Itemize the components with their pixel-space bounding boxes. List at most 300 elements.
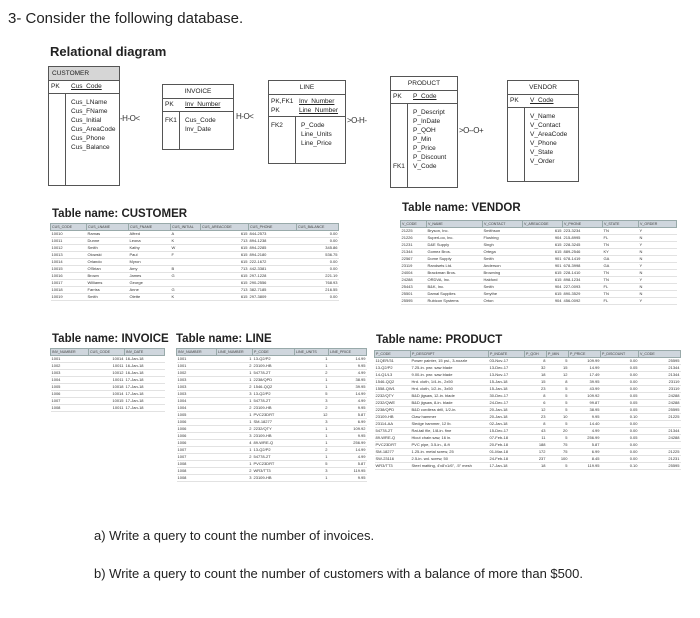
- table-cell: Smythe: [483, 291, 523, 298]
- table-cell: 904: [523, 235, 563, 242]
- table-cell: 5.87: [329, 461, 367, 468]
- table-cell: 43.99: [569, 386, 601, 393]
- column-header: CUS_AREACODE: [201, 224, 249, 231]
- vendor-table-label: Table name: VENDOR: [402, 202, 521, 214]
- table-cell: 615: [201, 280, 249, 287]
- table-cell: 25595: [401, 298, 427, 305]
- key-column-divider: [524, 108, 525, 181]
- table-cell: 0.05: [601, 407, 639, 414]
- fk-label: FK1: [165, 117, 177, 124]
- table-row: [177, 370, 367, 377]
- table-cell: 256.99: [329, 440, 367, 447]
- attr: P_QOH: [413, 127, 436, 134]
- table-cell: 24004: [401, 270, 427, 277]
- attr: Cus_Code: [185, 117, 216, 124]
- table-cell: 0.05: [601, 400, 639, 407]
- table-cell: 5: [547, 435, 569, 442]
- table-cell: Farriss: [87, 287, 129, 294]
- table-cell: 6.99: [329, 419, 367, 426]
- table-cell: Anderson: [483, 263, 523, 270]
- attr: P_Code: [301, 122, 325, 129]
- table-cell: 256.99: [569, 435, 601, 442]
- rel-invoice-line: H-O<: [236, 112, 254, 121]
- table-cell: 10015: [89, 398, 125, 405]
- rel-line-product: >O-H-: [347, 116, 367, 125]
- table-cell: 2: [217, 468, 253, 475]
- table-cell: 22567: [401, 256, 427, 263]
- table-cell: 713: [201, 266, 249, 273]
- table-row: [177, 363, 367, 370]
- attr: V_Name: [530, 113, 556, 120]
- attr-list: [71, 98, 115, 152]
- table-cell: 5: [547, 393, 569, 400]
- table-cell: 5.87: [569, 442, 601, 449]
- erd-invoice-title: INVOICE: [163, 85, 233, 99]
- table-cell: 10017: [51, 280, 87, 287]
- table-cell: 119.95: [329, 468, 367, 475]
- table-cell: 0.00: [601, 386, 639, 393]
- table-cell: 10012: [51, 245, 87, 252]
- table-cell: 0.00: [601, 379, 639, 386]
- table-cell: 17-Jan-18: [125, 398, 165, 405]
- table-cell: 3: [217, 433, 253, 440]
- table-cell: 1: [295, 475, 329, 482]
- table-row: [177, 475, 367, 482]
- table-cell: GA: [603, 263, 639, 270]
- pk-label: PK: [510, 97, 519, 104]
- table-cell: 345.86: [297, 245, 339, 252]
- table-row: [401, 228, 677, 235]
- table-cell: SuperLoo, Inc.: [427, 235, 483, 242]
- table-cell: 1: [295, 356, 329, 363]
- table-row: [401, 284, 677, 291]
- table-cell: 0.00: [297, 231, 339, 238]
- table-cell: 382-7185: [249, 287, 297, 294]
- table-cell: FL: [603, 298, 639, 305]
- table-cell: 1546-QQ2: [253, 384, 295, 391]
- table-cell: 2: [217, 454, 253, 461]
- table-cell: 898-1234: [563, 277, 603, 284]
- table-cell: 43: [525, 428, 547, 435]
- table-cell: [639, 442, 681, 449]
- table-cell: 38.95: [569, 407, 601, 414]
- table-cell: 5: [547, 421, 569, 428]
- column-header: CUS_CODE: [89, 349, 125, 356]
- attr: Cus_Phone: [71, 135, 105, 142]
- table-cell: 10014: [89, 356, 125, 363]
- table-cell: 615: [523, 249, 563, 256]
- table-cell: Orton: [483, 298, 523, 305]
- table-cell: 894-2285: [249, 245, 297, 252]
- table-cell: 890-3529: [563, 291, 603, 298]
- table-cell: 1006: [177, 440, 217, 447]
- erd-product-pk-row: [391, 91, 457, 104]
- table-cell: 0.10: [601, 414, 639, 421]
- table-cell: 615: [523, 228, 563, 235]
- table-cell: WR3/TT3: [253, 468, 295, 475]
- table-cell: 0.00: [601, 449, 639, 456]
- table-cell: 1006: [177, 419, 217, 426]
- table-cell: 38.95: [329, 377, 367, 384]
- table-cell: 2: [217, 363, 253, 370]
- attr: P_Descript: [413, 109, 445, 116]
- table-cell: 21225: [639, 449, 681, 456]
- table-cell: 54778-2T: [253, 454, 295, 461]
- table-cell: Leona: [129, 238, 171, 245]
- table-cell: 1: [217, 419, 253, 426]
- table-cell: 221.19: [297, 273, 339, 280]
- table-cell: 1007: [51, 398, 89, 405]
- column-header: CUS_PHONE: [249, 224, 297, 231]
- table-cell: 889-2546: [563, 249, 603, 256]
- table-cell: 1001: [177, 356, 217, 363]
- table-cell: 25501: [401, 291, 427, 298]
- table-cell: 9.95: [329, 475, 367, 482]
- table-row: [375, 463, 681, 470]
- table-cell: SM-18277: [375, 449, 411, 456]
- table-cell: 1: [217, 447, 253, 454]
- table-cell: 24-Feb-18: [489, 456, 525, 463]
- table-cell: 1: [295, 433, 329, 440]
- table-cell: Y: [639, 263, 677, 270]
- attr: V_Order: [530, 158, 555, 165]
- table-cell: Olowski: [87, 252, 129, 259]
- table-cell: 297-1228: [249, 273, 297, 280]
- table-cell: N: [639, 270, 677, 277]
- table-cell: TN: [603, 228, 639, 235]
- table-cell: 2: [217, 405, 253, 412]
- table-cell: 75: [547, 442, 569, 449]
- table-cell: 0.05: [601, 435, 639, 442]
- table-cell: 1001: [177, 363, 217, 370]
- table-cell: 16-Jan-18: [125, 363, 165, 370]
- table-cell: WR3/TT3: [375, 463, 411, 470]
- attr: P_Min: [413, 136, 432, 143]
- table-cell: 0.00: [297, 238, 339, 245]
- pk-label: PK: [271, 107, 280, 114]
- erd-line-entity: [268, 80, 346, 164]
- table-cell: TN: [603, 291, 639, 298]
- attr: V_Phone: [530, 140, 557, 147]
- table-cell: 1: [217, 377, 253, 384]
- table-cell: 1001: [51, 356, 89, 363]
- table-cell: 10: [547, 414, 569, 421]
- table-cell: 1004: [51, 377, 89, 384]
- erd-line-attrs: [269, 117, 345, 163]
- table-cell: 15: [547, 365, 569, 372]
- table-cell: 1003: [51, 370, 89, 377]
- table-cell: Claw hammer: [411, 414, 489, 421]
- table-cell: 89-WRE-Q: [375, 435, 411, 442]
- table-cell: 23109-HB: [253, 405, 295, 412]
- table-cell: 24288: [639, 400, 681, 407]
- table-cell: A: [171, 231, 201, 238]
- table-cell: 2.5-in. wd. screw, 50: [411, 456, 489, 463]
- table-cell: 615: [201, 231, 249, 238]
- table-cell: 6.99: [569, 449, 601, 456]
- question-title: 3- Consider the following database.: [8, 10, 244, 27]
- table-cell: 5: [547, 463, 569, 470]
- table-cell: FL: [603, 284, 639, 291]
- column-header: V_PHONE: [563, 221, 603, 228]
- table-cell: 2238/QPD: [253, 377, 295, 384]
- table-row: [51, 405, 165, 412]
- attr: P_Price: [413, 145, 436, 152]
- table-cell: Olette: [129, 294, 171, 301]
- table-cell: 24288: [639, 393, 681, 400]
- key-column-divider: [295, 117, 296, 163]
- attr: P_Discount: [413, 154, 447, 161]
- table-cell: 442-3381: [249, 266, 297, 273]
- table-cell: 13-Q2/P2: [375, 365, 411, 372]
- table-cell: 2232/QTY: [375, 393, 411, 400]
- table-cell: Damal Supplies: [427, 291, 483, 298]
- table-cell: B&D jigsaw, 8-in. blade: [411, 400, 489, 407]
- table-row: [177, 440, 367, 447]
- table-cell: 1006: [177, 433, 217, 440]
- table-cell: Smith: [483, 284, 523, 291]
- table-row: [375, 365, 681, 372]
- table-row: [401, 242, 677, 249]
- header-row: [375, 351, 681, 358]
- table-row: [51, 245, 339, 252]
- question-b: b) Write a query to count the number of customers with a balance of more than $500.: [94, 566, 583, 581]
- key-column-divider: [407, 104, 408, 187]
- table-cell: B: [171, 266, 201, 273]
- pk-fields: [299, 97, 338, 115]
- table-cell: 10018: [51, 287, 87, 294]
- table-row: [177, 412, 367, 419]
- table-cell: 21344: [639, 372, 681, 379]
- table-cell: 0.05: [601, 365, 639, 372]
- pk-label: PK: [51, 83, 60, 90]
- table-cell: Hrd. cloth, 1/2-in., 3x50: [411, 386, 489, 393]
- table-cell: 21225: [639, 414, 681, 421]
- key-column-divider: [179, 112, 180, 149]
- table-cell: 4.99: [329, 370, 367, 377]
- table-cell: 904: [523, 284, 563, 291]
- table-cell: 1: [217, 370, 253, 377]
- table-cell: 237: [525, 456, 547, 463]
- table-cell: 4.99: [329, 454, 367, 461]
- table-row: [375, 421, 681, 428]
- attr: Inv_Date: [185, 126, 212, 133]
- table-cell: 894-1238: [249, 238, 297, 245]
- table-cell: Steel matting, 4'x8'x1/6", .5" mesh: [411, 463, 489, 470]
- table-cell: 11QER/31: [375, 358, 411, 365]
- invoice-table-label: Table name: INVOICE: [52, 333, 169, 345]
- table-cell: ORDVA, Inc.: [427, 277, 483, 284]
- erd-line-pk-row: [269, 95, 345, 117]
- table-cell: 109.92: [569, 393, 601, 400]
- table-cell: 1: [295, 454, 329, 461]
- table-cell: 3: [217, 475, 253, 482]
- column-header: P_CODE: [253, 349, 295, 356]
- table-row: [375, 379, 681, 386]
- table-cell: 1003: [177, 377, 217, 384]
- table-cell: 1546-QQ2: [375, 379, 411, 386]
- table-cell: 21344: [639, 365, 681, 372]
- table-cell: [171, 259, 201, 266]
- table-cell: 10018: [89, 384, 125, 391]
- column-header: LINE_UNITS: [295, 349, 329, 356]
- column-header: V_NAME: [427, 221, 483, 228]
- column-header: INV_DATE: [125, 349, 165, 356]
- table-cell: 2: [295, 405, 329, 412]
- table-cell: TN: [603, 277, 639, 284]
- table-cell: 1004: [177, 405, 217, 412]
- table-cell: 3: [295, 419, 329, 426]
- table-cell: Myron: [129, 259, 171, 266]
- table-cell: 5: [295, 391, 329, 398]
- table-cell: 2: [217, 384, 253, 391]
- column-header: CUS_BALANCE: [297, 224, 339, 231]
- table-cell: 615: [523, 270, 563, 277]
- table-cell: 03-Nov-17: [489, 358, 525, 365]
- column-header: LINE_NUMBER: [217, 349, 253, 356]
- table-cell: 07-Feb-18: [489, 435, 525, 442]
- table-cell: D&E Supply: [427, 242, 483, 249]
- table-cell: 14.40: [569, 421, 601, 428]
- table-cell: Brackman Bros.: [427, 270, 483, 277]
- table-row: [177, 384, 367, 391]
- table-cell: TN: [603, 270, 639, 277]
- column-header: CUS_FNAME: [129, 224, 171, 231]
- column-header: P_MIN: [547, 351, 569, 358]
- table-cell: 216.55: [297, 287, 339, 294]
- table-cell: 16-Jan-18: [125, 356, 165, 363]
- column-header: P_INDATE: [489, 351, 525, 358]
- table-cell: 23: [525, 414, 547, 421]
- table-cell: 14.99: [329, 356, 367, 363]
- table-cell: N: [639, 235, 677, 242]
- table-cell: N: [639, 291, 677, 298]
- column-header: P_DISCOUNT: [601, 351, 639, 358]
- pk-field: Inv_Number: [185, 101, 221, 108]
- table-cell: B&D cordless drill, 1/2-in.: [411, 407, 489, 414]
- table-cell: Power painter, 15 psi., 3-nozzle: [411, 358, 489, 365]
- table-cell: 894-2180: [249, 252, 297, 259]
- table-cell: 615: [201, 252, 249, 259]
- table-row: [375, 400, 681, 407]
- table-row: [51, 287, 339, 294]
- table-cell: GA: [603, 256, 639, 263]
- key-column-divider: [65, 94, 66, 185]
- table-row: [51, 259, 339, 266]
- column-header: CUS_LNAME: [87, 224, 129, 231]
- table-cell: 615: [201, 273, 249, 280]
- table-cell: F: [171, 252, 201, 259]
- table-cell: Orlando: [87, 259, 129, 266]
- customer-table-label: Table name: CUSTOMER: [52, 208, 188, 220]
- table-cell: 1: [217, 412, 253, 419]
- table-cell: 10016: [51, 273, 87, 280]
- table-row: [177, 405, 367, 412]
- table-cell: Williams: [87, 280, 129, 287]
- table-cell: 0.00: [601, 358, 639, 365]
- table-cell: 13-Dec-17: [489, 365, 525, 372]
- table-cell: 10011: [89, 405, 125, 412]
- table-cell: Brown: [87, 273, 129, 280]
- attr-list: [301, 121, 332, 148]
- rel-product-vendor: >O--O+: [459, 126, 484, 135]
- table-cell: 8: [547, 379, 569, 386]
- table-cell: 188: [525, 442, 547, 449]
- table-row: [51, 266, 339, 273]
- table-cell: 0.00: [601, 421, 639, 428]
- table-row: [51, 280, 339, 287]
- table-cell: 713: [201, 287, 249, 294]
- table-row: [375, 414, 681, 421]
- table-cell: KY: [603, 249, 639, 256]
- table-cell: 54778-2T: [375, 428, 411, 435]
- table-row: [51, 238, 339, 245]
- header-row: [51, 224, 339, 231]
- line-table: [176, 348, 367, 482]
- table-cell: 713: [201, 238, 249, 245]
- table-cell: 615: [201, 259, 249, 266]
- table-cell: Smithson: [483, 228, 523, 235]
- header-row: [401, 221, 677, 228]
- table-row: [401, 235, 677, 242]
- table-cell: 25443: [401, 284, 427, 291]
- attr-list: [185, 116, 216, 134]
- table-cell: G: [171, 287, 201, 294]
- column-header: V_ORDER: [639, 221, 677, 228]
- table-cell: 24-Dec-17: [489, 400, 525, 407]
- table-cell: 9.95: [329, 405, 367, 412]
- pk-field: V_Code: [530, 97, 554, 104]
- table-cell: Dome Supply: [427, 256, 483, 263]
- table-cell: 32: [525, 365, 547, 372]
- table-cell: 901: [523, 263, 563, 270]
- table-cell: 1008: [177, 461, 217, 468]
- table-cell: 4: [217, 440, 253, 447]
- table-cell: Bryson, Inc.: [427, 228, 483, 235]
- table-cell: 0.05: [601, 393, 639, 400]
- table-cell: 615: [523, 277, 563, 284]
- table-cell: 678-1419: [563, 256, 603, 263]
- table-cell: 23109-HB: [253, 475, 295, 482]
- table-cell: 768.93: [297, 280, 339, 287]
- table-cell: B&K, Inc.: [427, 284, 483, 291]
- erd-customer-entity: [48, 66, 120, 186]
- table-cell: Smith: [87, 294, 129, 301]
- table-row: [401, 291, 677, 298]
- table-cell: W: [171, 245, 201, 252]
- table-row: [401, 277, 677, 284]
- table-cell: 17.49: [569, 372, 601, 379]
- erd-product-title: PRODUCT: [391, 77, 457, 91]
- table-cell: 12: [525, 407, 547, 414]
- table-cell: 297-3809: [249, 294, 297, 301]
- table-cell: 13-Nov-17: [489, 372, 525, 379]
- table-cell: 1: [295, 426, 329, 433]
- table-cell: Smith: [87, 245, 129, 252]
- table-cell: 20-Jan-18: [489, 407, 525, 414]
- table-cell: 10010: [51, 231, 87, 238]
- relational-diagram-label: Relational diagram: [50, 44, 167, 59]
- table-cell: 1002: [51, 363, 89, 370]
- table-row: [375, 407, 681, 414]
- table-cell: 1008: [177, 475, 217, 482]
- erd-vendor-title: VENDOR: [508, 81, 578, 95]
- table-cell: 615: [523, 242, 563, 249]
- table-cell: Singh: [483, 242, 523, 249]
- table-cell: Y: [639, 228, 677, 235]
- table-cell: 23109-HB: [375, 414, 411, 421]
- pk-label: PK: [393, 93, 402, 100]
